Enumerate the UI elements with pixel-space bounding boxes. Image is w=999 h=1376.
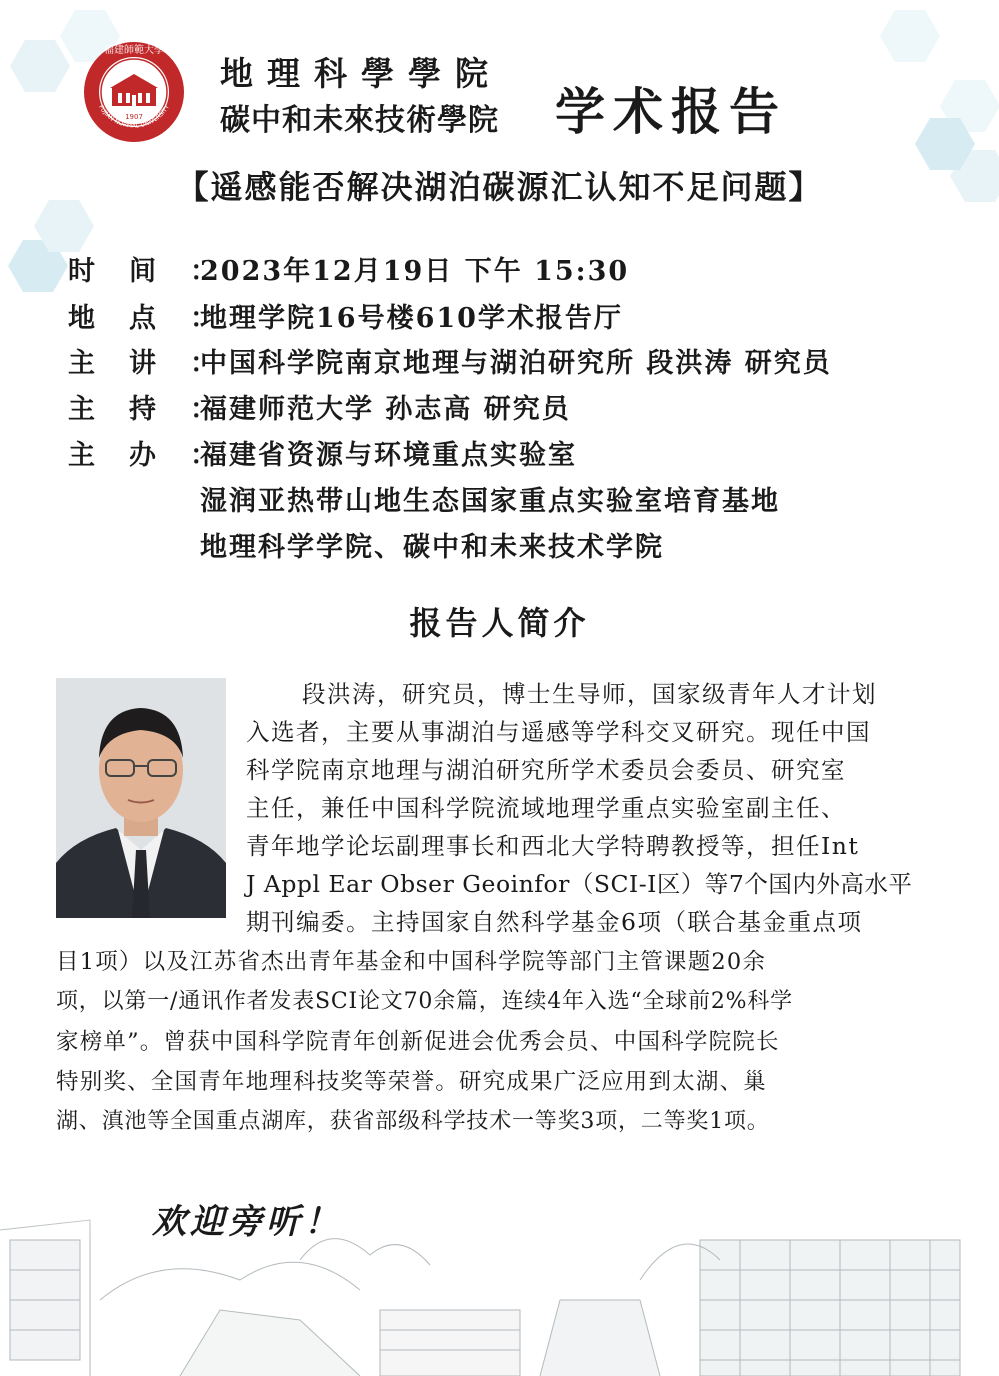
bio-line: J Appl Ear Obser Geoinfor（SCI-I区）等7个国内外高水平 — [246, 870, 913, 898]
speaker-photo — [56, 678, 226, 918]
seal-english-text: FUJIAN NORMAL UNIVERSITY — [97, 103, 171, 130]
info-label: 主讲： — [68, 348, 251, 379]
info-row-time — [68, 252, 629, 292]
organizer-extra: 地理科学学院、碳中和未来技术学院 — [200, 532, 664, 563]
hexagon-decoration — [880, 10, 940, 62]
info-label: 主持： — [68, 394, 251, 425]
organizer-extra: 湿润亚热带山地生态国家重点实验室培育基地 — [200, 486, 780, 517]
info-row-speaker — [68, 344, 832, 384]
info-value: 福建省资源与环境重点实验室 — [200, 440, 577, 471]
campus-sketch-illustration — [0, 1160, 999, 1376]
seal-year: 1907 — [125, 113, 143, 121]
bio-line: 科学院南京地理与湖泊研究所学术委员会委员、研究室 — [246, 756, 846, 784]
hexagon-decoration — [10, 40, 70, 92]
info-value: 2023年12月19日 下午 15:30 — [200, 256, 630, 287]
university-seal — [82, 40, 186, 144]
bio-line: 家榜单”。曾获中国科学院青年创新促进会优秀会员、中国科学院院长 — [56, 1029, 780, 1055]
info-label: 时间： — [68, 256, 251, 287]
school-name-carbon-neutral: 碳中和未來技術學院 — [220, 103, 499, 138]
info-label: 主办： — [68, 440, 251, 471]
bio-heading: 报告人简介 — [409, 604, 590, 642]
info-label: 地点： — [68, 303, 251, 334]
info-row-host — [68, 390, 571, 430]
academic-report-label: 学术报告 — [555, 82, 787, 141]
info-row-organizer — [68, 436, 577, 476]
seal-chinese-text: 福建師範大學 — [104, 45, 164, 56]
bio-line: 青年地学论坛副理事长和西北大学特聘教授等，担任Int — [246, 832, 860, 860]
info-value: 中国科学院南京地理与湖泊研究所 段洪涛 研究员 — [200, 348, 832, 379]
bio-line: 期刊编委。主持国家自然科学基金6项（联合基金重点项 — [246, 908, 863, 936]
info-value: 地理学院16号楼610学术报告厅 — [200, 303, 623, 334]
info-value: 福建师范大学 孙志高 研究员 — [200, 394, 571, 425]
welcome-message: 欢迎旁听！ — [152, 1202, 342, 1242]
report-title: 【遥感能否解决湖泊碳源汇认知不足问题】 — [176, 168, 823, 206]
bio-line: 湖、滇池等全国重点湖库，获省部级科学技术一等奖3项，二等奖1项。 — [56, 1109, 770, 1134]
bio-line: 项，以第一/通讯作者发表SCI论文70余篇，连续4年入选“全球前2%科学 — [56, 989, 793, 1014]
bio-line: 目1项）以及江苏省杰出青年基金和中国科学院等部门主管课题20余 — [56, 949, 767, 975]
bio-line: 段洪涛，研究员，博士生导师，国家级青年人才计划 — [302, 680, 877, 708]
bio-line: 特别奖、全国青年地理科技奖等荣誉。研究成果广泛应用到太湖、巢 — [56, 1069, 768, 1095]
school-name-geography: 地理科學學院 — [220, 54, 502, 93]
info-row-location — [68, 299, 623, 339]
bio-line: 入选者，主要从事湖泊与遥感等学科交叉研究。现任中国 — [246, 718, 871, 746]
bio-line: 主任，兼任中国科学院流域地理学重点实验室副主任、 — [246, 794, 846, 822]
